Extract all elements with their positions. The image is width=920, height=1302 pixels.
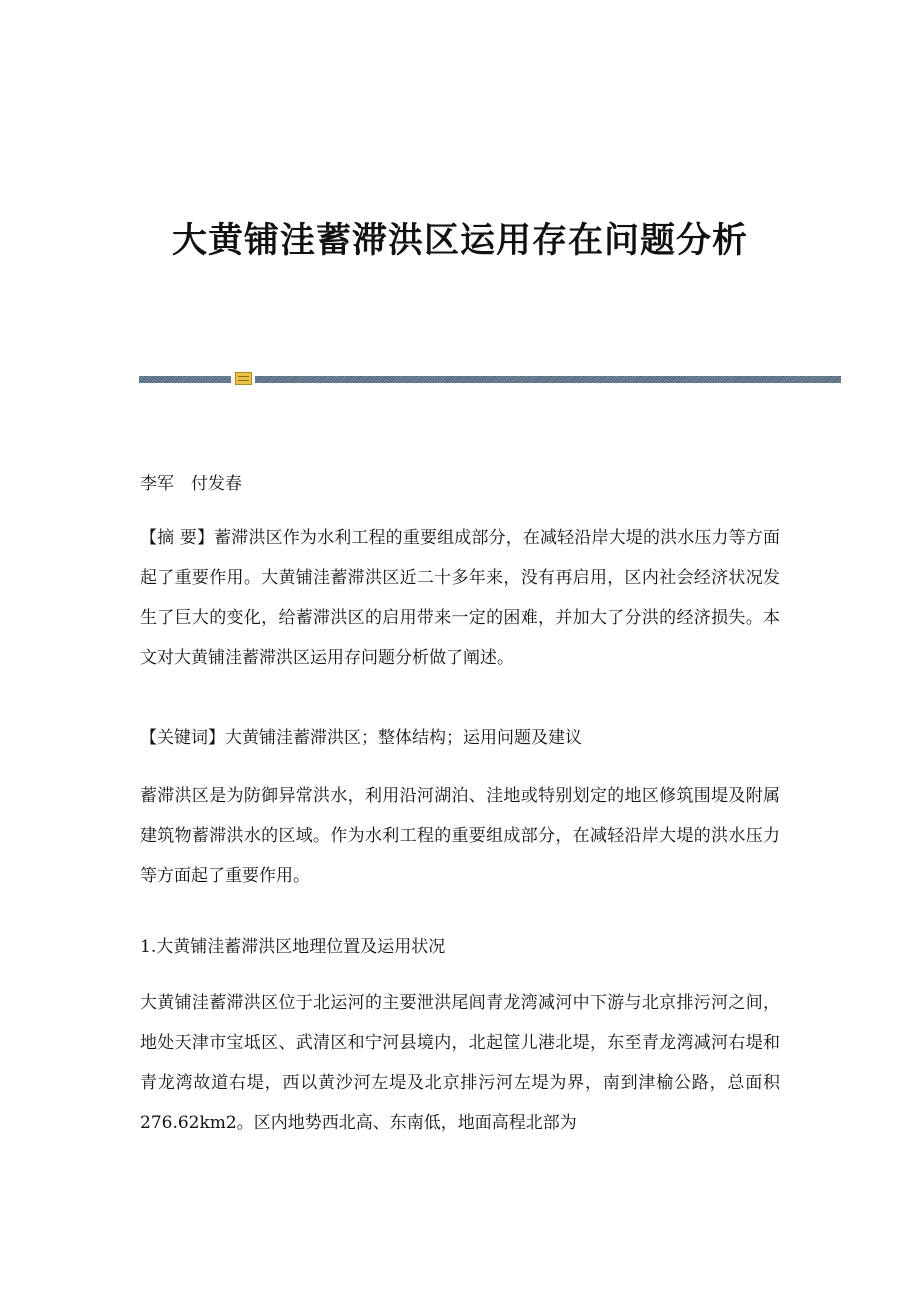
- abstract-paragraph: 【摘 要】蓄滞洪区作为水利工程的重要组成部分，在减轻沿岸大堤的洪水压力等方面起了重要作用。大黄铺洼蓄滞洪区近二十多年来，没有再启用，区内社会经济状况发生了巨大的变化，给蓄滞洪区的启用带来一定的困难，并加大了分洪的经济损失。本文对大黄铺洼蓄滞洪区运用存问题分析做了阐述。: [140, 528, 780, 668]
- section-paragraph: 大黄铺洼蓄滞洪区位于北运河的主要泄洪尾闾青龙湾减河中下游与北京排污河之间，地处天津市宝坻区、武清区和宁河县境内，北起筐儿港北堤，东至青龙湾减河右堤和青龙湾故道右堤，西以黄沙河左堤及北京排污河左堤为界，南到津榆公路，总面积276.62km2。区内地势西北高、东南低，地面高程北部为: [140, 993, 780, 1133]
- intro-paragraph: 蓄滞洪区是为防御异常洪水，利用沿河湖泊、洼地或特别划定的地区修筑围堤及附属建筑物蓄滞洪水的区域。作为水利工程的重要组成部分，在减轻沿岸大堤的洪水压力等方面起了重要作用。: [140, 786, 780, 886]
- section-heading: 1.大黄铺洼蓄滞洪区地理位置及运用状况: [140, 937, 446, 957]
- document-title: 大黄铺洼蓄滞洪区运用存在问题分析: [171, 220, 748, 261]
- keywords-line: 【关键词】大黄铺洼蓄滞洪区；整体结构；运用问题及建议: [140, 728, 582, 748]
- divider-bar-right: [255, 376, 841, 383]
- envelope-icon: [235, 372, 252, 385]
- authors-line: 李军 付发春: [140, 474, 242, 494]
- title-divider: [139, 372, 841, 386]
- divider-bar-left: [139, 376, 231, 383]
